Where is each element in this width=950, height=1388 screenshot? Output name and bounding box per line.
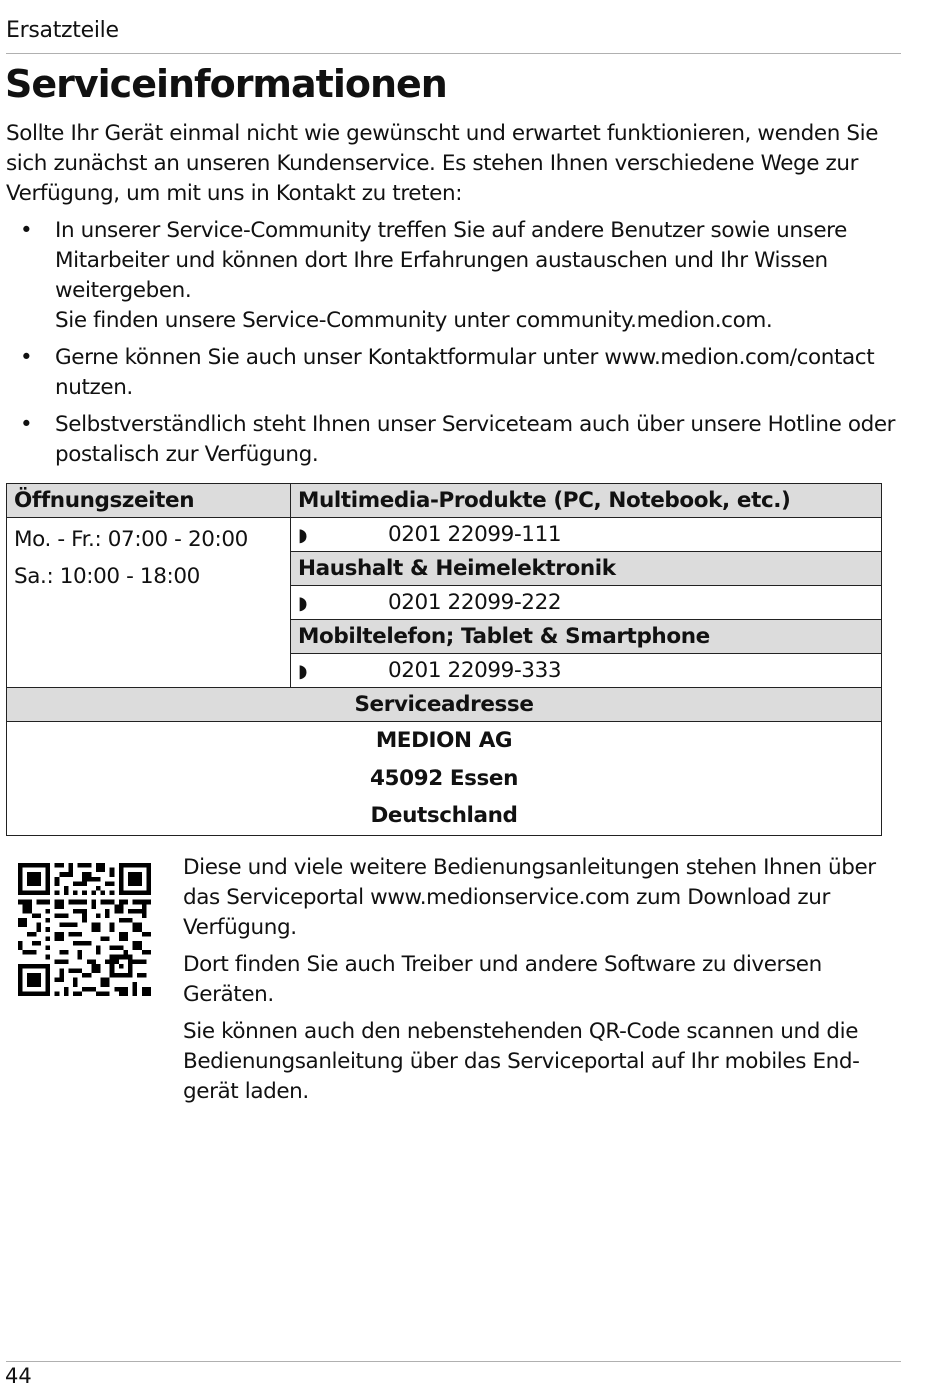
service-address-cell bbox=[7, 722, 882, 836]
bullet-text-community-link: Sie finden unsere Service-Community unter community.medion.com. bbox=[55, 308, 773, 333]
section-label: Ersatzteile bbox=[6, 18, 119, 43]
phone-number: 0201 22099-222 bbox=[388, 590, 562, 615]
weekday-hours: Mo. - Fr.: 07:00 - 20:00 bbox=[14, 527, 248, 552]
download-info bbox=[183, 853, 893, 1114]
bullet-text: Gerne können Sie auch unser Kontaktformular unter www.medion.com/contact nutzen. bbox=[55, 345, 875, 400]
phone-icon: ◗ bbox=[298, 593, 308, 614]
phone-icon: ◗ bbox=[298, 661, 308, 682]
phone-number: 0201 22099-111 bbox=[388, 522, 562, 547]
category-header: Haushalt & Heimelektronik bbox=[291, 552, 882, 586]
table-row bbox=[7, 484, 882, 518]
category-header: Multimedia-Produkte (PC, Notebook, etc.) bbox=[291, 484, 882, 518]
bottom-divider bbox=[6, 1361, 901, 1362]
intro-paragraph: Sollte Ihr Gerät einmal nicht wie gewünscht und erwartet funktionieren, wenden Sie sich zunächst an unseren Kundenservice. Es stehen Ihnen verschiedene Wege zur Verfügung, um mit uns in Kontakt zu treten: bbox=[6, 121, 879, 206]
list-item bbox=[6, 216, 901, 336]
phone-icon: ◗ bbox=[298, 525, 308, 546]
bullet-text: Selbstverständlich steht Ihnen unser Serviceteam auch über unsere Hotline oder postalisch zur Verfügung. bbox=[55, 412, 896, 467]
top-divider bbox=[6, 53, 901, 54]
download-paragraph: Sie können auch den nebenstehenden QR-Code scannen und die Bedienungsanleitung über das Serviceportal auf Ihr mobiles End-gerät laden. bbox=[183, 1019, 860, 1104]
opening-hours-header: Öffnungszeiten bbox=[7, 484, 291, 518]
address-country: Deutschland bbox=[370, 803, 518, 828]
phone-cell bbox=[291, 586, 882, 620]
page-number: 44 bbox=[5, 1364, 32, 1388]
saturday-hours: Sa.: 10:00 - 18:00 bbox=[14, 564, 200, 589]
bullet-text: In unserer Service-Community treffen Sie auf andere Benutzer sowie unsere Mitarbeiter und können dort Ihre Erfahrungen austauschen und Ihr Wissen weitergeben. bbox=[55, 218, 847, 303]
download-paragraph: Diese und viele weitere Bedienungsanleitungen stehen Ihnen über das Serviceportal www.medionservice.com zum Download zur Verfügung. bbox=[183, 855, 876, 940]
service-address-header: Serviceadresse bbox=[7, 688, 882, 722]
page-title: Serviceinformationen bbox=[5, 62, 447, 106]
opening-hours-cell bbox=[7, 518, 291, 688]
service-contact-table bbox=[6, 483, 882, 836]
phone-number: 0201 22099-333 bbox=[388, 658, 562, 683]
download-paragraph: Dort finden Sie auch Treiber und andere Software zu diversen Geräten. bbox=[183, 952, 822, 1007]
list-item bbox=[6, 343, 901, 403]
list-item bbox=[6, 410, 901, 470]
address-company: MEDION AG bbox=[375, 728, 513, 753]
table-row bbox=[7, 722, 882, 836]
qr-code-icon bbox=[18, 863, 151, 996]
contact-options-list bbox=[6, 216, 901, 477]
phone-cell bbox=[291, 518, 882, 552]
table-row bbox=[7, 518, 882, 552]
address-city: 45092 Essen bbox=[369, 765, 519, 791]
phone-cell bbox=[291, 654, 882, 688]
category-header: Mobiltelefon; Tablet & Smartphone bbox=[291, 620, 882, 654]
table-row bbox=[7, 688, 882, 722]
